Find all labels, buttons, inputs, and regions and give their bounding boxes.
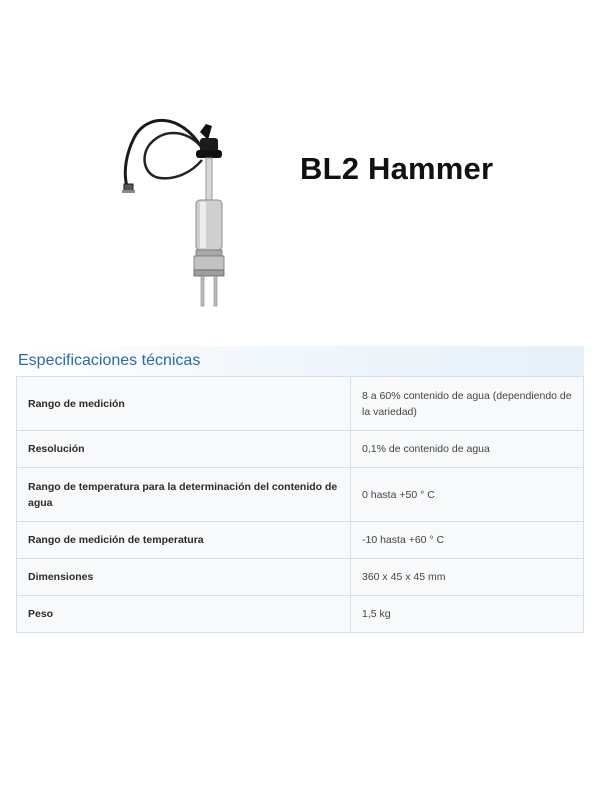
table-row (17, 559, 584, 596)
table-row (17, 522, 584, 559)
spec-table (16, 376, 584, 633)
spec-value: -10 hasta +60 ° C (351, 522, 584, 559)
spec-label: Rango de medición de temperatura (17, 522, 351, 559)
table-row (17, 377, 584, 431)
spec-value: 8 a 60% contenido de agua (dependiendo de la variedad) (351, 377, 584, 431)
spec-value: 0 hasta +50 ° C (351, 468, 584, 522)
spec-label: Rango de medición (17, 377, 351, 431)
table-row (17, 596, 584, 633)
spec-value: 360 x 45 x 45 mm (351, 559, 584, 596)
spec-value: 0,1% de contenido de agua (351, 431, 584, 468)
product-title: BL2 Hammer (300, 151, 494, 186)
spec-value: 1,5 kg (351, 596, 584, 633)
specs-heading (16, 346, 584, 376)
table-row (17, 431, 584, 468)
spec-label: Rango de temperatura para la determinación del contenido de agua (17, 468, 351, 522)
moisture-probe-hammer-icon (110, 110, 240, 310)
spec-label: Resolución (17, 431, 351, 468)
spec-label: Peso (17, 596, 351, 633)
table-row (17, 468, 584, 522)
specs-heading-text: Especificaciones técnicas (18, 352, 201, 369)
specs-section (16, 346, 584, 633)
spec-label: Dimensiones (17, 559, 351, 596)
